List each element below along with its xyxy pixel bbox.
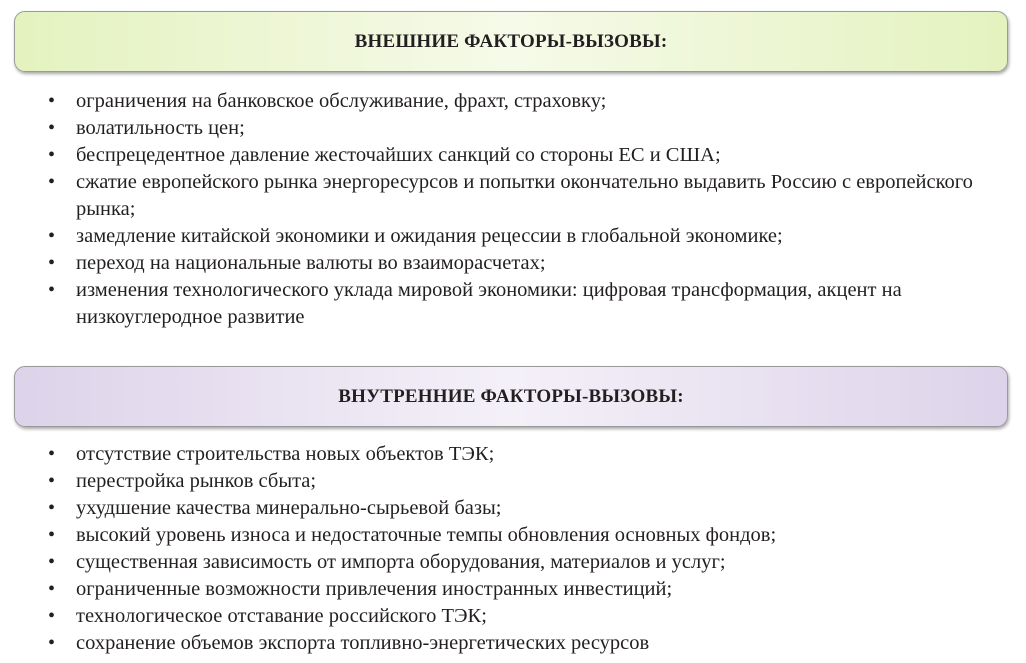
list-item: • сохранение объемов экспорта топливно-энергетических ресурсов: [48, 630, 998, 657]
bullet-icon: •: [48, 225, 56, 247]
list-item: • технологическое отставание российского ТЭК;: [48, 603, 998, 630]
list-item: • ограниченные возможности привлечения иностранных инвестиций;: [48, 576, 998, 603]
list-item: • замедление китайской экономики и ожидания рецессии в глобальной экономике;: [48, 223, 998, 250]
internal-factors-list: [48, 441, 998, 657]
list-item: • беспрецедентное давление жесточайших санкций со стороны ЕС и США;: [48, 142, 998, 169]
list-item: • ухудшение качества минерально-сырьевой базы;: [48, 495, 998, 522]
bullet-icon: •: [48, 279, 56, 301]
list-item: • отсутствие строительства новых объектов ТЭК;: [48, 441, 998, 468]
bullet-icon: •: [48, 443, 56, 465]
bullet-icon: •: [48, 90, 56, 112]
bullet-icon: •: [48, 497, 56, 519]
bullet-icon: •: [48, 117, 56, 139]
bullet-icon: •: [48, 144, 56, 166]
external-factors-title: ВНЕШНИЕ ФАКТОРЫ-ВЫЗОВЫ:: [354, 30, 668, 52]
list-item: • существенная зависимость от импорта оборудования, материалов и услуг;: [48, 549, 998, 576]
list-item: • высокий уровень износа и недостаточные темпы обновления основных фондов;: [48, 522, 998, 549]
bullet-icon: •: [48, 524, 56, 546]
internal-factors-banner: [14, 366, 1008, 427]
list-item: • перестройка рынков сбыта;: [48, 468, 998, 495]
bullet-icon: •: [48, 551, 56, 573]
bullet-icon: •: [48, 171, 56, 193]
list-item: • изменения технологического уклада мировой экономики: цифровая трансформация, акцент на низкоуглеродное развитие: [48, 279, 902, 328]
list-item: • ограничения на банковское обслуживание, фрахт, страховку;: [48, 88, 998, 115]
bullet-icon: •: [48, 252, 56, 274]
external-factors-list: [48, 88, 998, 331]
bullet-icon: •: [48, 578, 56, 600]
bullet-icon: •: [48, 470, 56, 492]
bullet-icon: •: [48, 632, 56, 654]
list-item: • волатильность цен;: [48, 115, 998, 142]
bullet-icon: •: [48, 605, 56, 627]
list-item: • переход на национальные валюты во взаиморасчетах;: [48, 250, 998, 277]
list-item: • сжатие европейского рынка энергоресурсов и попытки окончательно выдавить Россию с европейского рынка;: [48, 171, 973, 220]
external-factors-banner: [14, 11, 1008, 72]
internal-factors-title: ВНУТРЕННИЕ ФАКТОРЫ-ВЫЗОВЫ:: [338, 385, 684, 407]
